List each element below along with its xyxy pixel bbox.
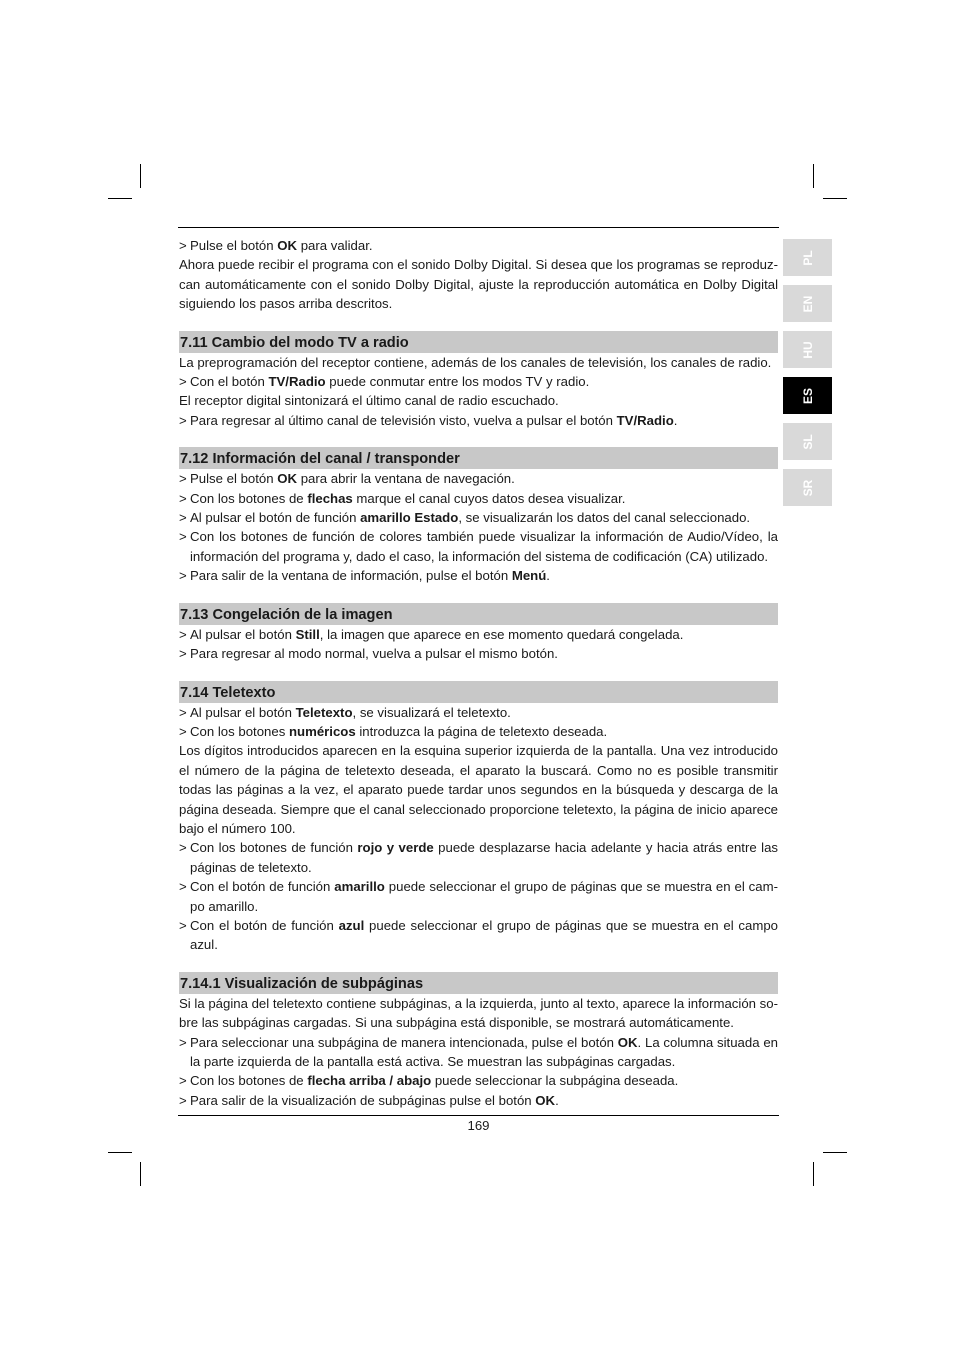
list-item: > Para regresar al último canal de televisión visto, vuelva a pulsar el botón TV/Radio. [179,412,678,428]
list-item: > Para salir de la visualización de subpáginas pulse el botón OK. [179,1092,559,1108]
footer-rule [178,1115,779,1116]
crop-mark [140,164,141,188]
list-item: > Con los botones de flechas marque el canal cuyos datos desea visualizar. [179,490,626,506]
page-number: 169 [467,1118,490,1133]
paragraph: Los dígitos introducidos aparecen en la esquina superior izquierda de la pantalla. Una vez introducido el número de la página de teletexto deseada, el aparato la buscará. Como no es posible transmitir todas las páginas a la vez, el aparato puede tardar unos segundos en la búsqueda y descarga de la página deseada. Siempre que el canal seleccionado proporcione teletexto, la página de inicio aparece bajo el número 100. [179,743,778,836]
section-heading: 7.14 Teletexto [179,681,778,703]
paragraph: Si la página del teletexto contiene subpáginas, a la izquierda, junto al texto, aparece la información so-bre las subpáginas cargadas. Si una subpágina está disponible, se mostrará automáticamente. [179,995,778,1031]
list-item: > Para regresar al modo normal, vuelva a pulsar el mismo botón. [179,646,558,662]
crop-mark [108,1152,132,1153]
crop-mark [108,198,132,199]
list-item: > Pulse el botón OK para abrir la ventana de navegación. [179,471,515,487]
paragraph: La preprogramación del receptor contiene, además de los canales de televisión, los canales de radio. [179,354,772,370]
list-item: > Al pulsar el botón Teletexto, se visualizará el teletexto. [179,704,511,720]
list-item: > Pulse el botón OK para validar. [179,238,373,253]
tab-en[interactable]: EN [783,285,832,322]
list-item: > Con el botón de función amarillo puede seleccionar el grupo de páginas que se muestra en el cam-po amarillo. [179,879,778,914]
section-heading: 7.13 Congelación de la imagen [179,603,778,625]
paragraph: Ahora puede recibir el programa con el sonido Dolby Digital. Si desea que los programas se reproduz-can automáticamente con el sonido Dolby Digital, ajuste la reproducción automática en Dolby Digital siguiendo los pasos arriba descritos. [179,257,778,312]
list-item: > Para seleccionar una subpágina de manera intencionada, pulse el botón OK. La columna situada en la parte izquierda de la pantalla está activa. Se muestran las subpáginas cargadas. [179,1034,778,1069]
language-tabs [783,239,832,515]
tab-hu[interactable]: HU [783,331,832,368]
list-item: > Con el botón de función azul puede seleccionar el grupo de páginas que se muestra en el campo azul. [179,917,778,953]
list-item: > Con los botones de función de colores también puede visualizar la información de Audio/Vídeo, la información del programa y, dado el caso, la información del sistema de codificación (CA) utilizado. [179,529,778,564]
tab-sl[interactable]: SL [783,423,832,460]
list-item: > Al pulsar el botón Still, la imagen que aparece en ese momento quedará congelada. [179,626,684,642]
list-item: > Con los botones de función rojo y verde puede desplazarse hacia adelante y hacia atrás entre las páginas de teletexto. [179,840,778,875]
crop-mark [140,1162,141,1186]
crop-mark [813,164,814,188]
tab-sr[interactable]: SR [783,469,832,506]
list-item: > Para salir de la ventana de información, pulse el botón Menú. [179,568,550,584]
list-item: > Con los botones numéricos introduzca la página de teletexto deseada. [179,723,608,739]
section-heading: 7.12 Información del canal / transponder [179,447,778,469]
section-heading: 7.14.1 Visualización de subpáginas [179,972,778,994]
section-heading: 7.11 Cambio del modo TV a radio [179,331,778,353]
crop-mark [813,1162,814,1186]
list-item: > Con el botón TV/Radio puede conmutar entre los modos TV y radio. [179,374,590,390]
header-rule [178,227,779,228]
list-item: > Con los botones de flecha arriba / abajo puede seleccionar la subpágina deseada. [179,1073,679,1089]
crop-mark [823,198,847,199]
crop-mark [823,1152,847,1153]
tab-pl[interactable]: PL [783,239,832,276]
tab-es[interactable]: ES [783,377,832,414]
paragraph: El receptor digital sintonizará el último canal de radio escuchado. [179,393,559,409]
list-item: > Al pulsar el botón de función amarillo Estado, se visualizarán los datos del canal seleccionado. [179,510,751,526]
page-content [179,236,778,1110]
